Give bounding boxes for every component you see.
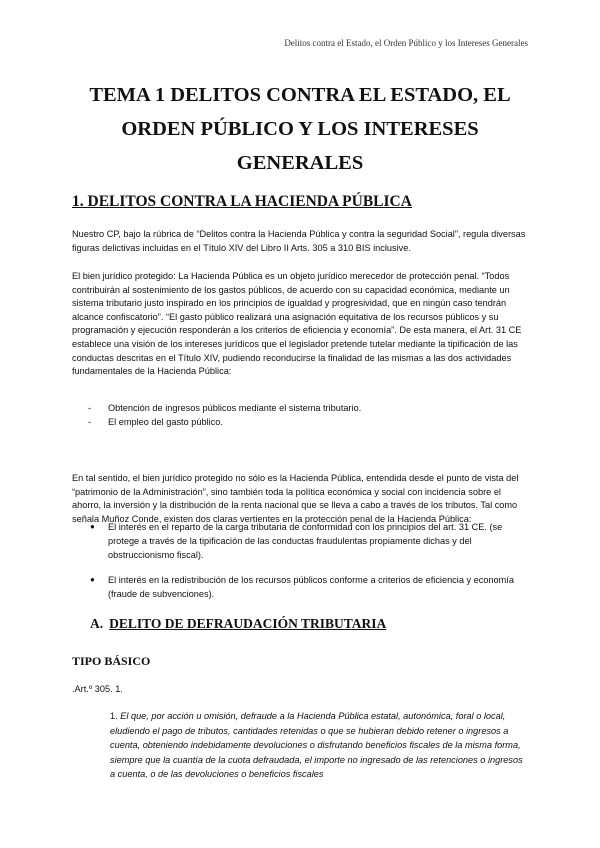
list-item bbox=[88, 401, 361, 415]
list-item-text: El empleo del gasto público. bbox=[108, 417, 223, 427]
page-title: TEMA 1 DELITOS CONTRA EL ESTADO, EL ORDEN PÚBLICO Y LOS INTERESES GENERALES bbox=[89, 84, 511, 174]
bullet-list bbox=[90, 573, 530, 601]
running-header: Delitos contra el Estado, el Orden Público y los Intereses Generales bbox=[284, 38, 528, 48]
quote-text: El que, por acción u omisión, defraude a la Hacienda Pública estatal, autonómica, foral o local, eludiendo el pago de tributos, cantidades retenidas o que se hubieran debido retener o ingresos a cuenta, obteniendo indebidamente devoluciones o disfrutando beneficios fiscales de la misma forma, siempre que la cuantía de la cuota defraudada, el importe no ingresado de las retenciones o ingresos a cuenta, o de las devoluciones o beneficios fiscales bbox=[110, 711, 523, 779]
bullet-list bbox=[90, 520, 530, 562]
dash-list bbox=[88, 401, 361, 429]
article-quote bbox=[110, 709, 530, 782]
bullet-icon: ● bbox=[90, 575, 95, 584]
list-item-text: El interés en la redistribución de los recursos públicos conforme a criterios de eficiencia y economía (fraude de subvenciones). bbox=[108, 575, 514, 599]
dash-marker: - bbox=[88, 403, 92, 413]
list-item-text: El interés en el reparto de la carga tributaria de conformidad con los principios del art. 31 CE. (se protege a través de la tipificación de las conductas fraudulentas propiamente dichas y del obstruccionismo fiscal). bbox=[108, 522, 503, 560]
bullet-icon: ● bbox=[90, 522, 95, 531]
list-item bbox=[90, 520, 530, 562]
list-item bbox=[88, 415, 361, 429]
subsection-label: DELITO DE DEFRAUDACIÓN TRIBUTARIA bbox=[109, 616, 387, 631]
list-item bbox=[90, 573, 530, 601]
tipo-basico-heading: TIPO BÁSICO bbox=[72, 654, 151, 668]
dash-marker: - bbox=[88, 417, 92, 427]
paragraph-bien-juridico: El bien jurídico protegido: La Hacienda Pública es un objeto jurídico merecedor de protección penal. “Todos contribuirán al sostenimiento de los gastos públicos, de acuerdo con su capacidad económica, mediante un sistema tributario justo inspirado en los principios de igualdad y progresividad, que en ningún caso tendrán alcance confiscatorio”. “El gasto público realizará una asignación equitativa de los recursos públicos y su programación y ejecución responderán a los criterios de eficiencia y economía”. De esta manera, el Art. 31 CE establece una visión de los intereses jurídicos que el legislador pretende tutelar mediante la tipificación de las conductas descritas en el Título XIV, pudiendo reconducirse la finalidad de las mismas a las dos actividades fundamentales de la Hacienda Pública: bbox=[72, 271, 522, 377]
subsection-letter: A. bbox=[90, 616, 104, 631]
paragraph-sentido: En tal sentido, el bien jurídico protegido no sólo es la Hacienda Pública, entendida desde el punto de vista del “patrimonio de la Administración”, sino también toda la política económica y social con incidencia sobre el ahorro, la inversión y la distribución de la renta nacional que se lleva a cabo a través de los tributos. Tal como señala Muñoz Conde, existen dos claras vertientes en la protección penal de la Hacienda Pública: bbox=[72, 473, 519, 524]
article-reference: .Art.º 305. 1. bbox=[72, 684, 123, 694]
section-heading-hacienda: 1. DELITOS CONTRA LA HACIENDA PÚBLICA bbox=[72, 193, 412, 210]
paragraph-intro: Nuestro CP, bajo la rúbrica de “Delitos contra la Hacienda Pública y contra la seguridad Social”, regula diversas figuras delictivas incluidas en el Título XIV del Libro II Arts. 305 a 310 BIS inclusive. bbox=[72, 229, 526, 253]
list-item-text: Obtención de ingresos públicos mediante el sistema tributario. bbox=[108, 403, 362, 413]
subsection-heading-defraudacion bbox=[90, 616, 386, 632]
quote-number: 1. bbox=[110, 711, 118, 721]
